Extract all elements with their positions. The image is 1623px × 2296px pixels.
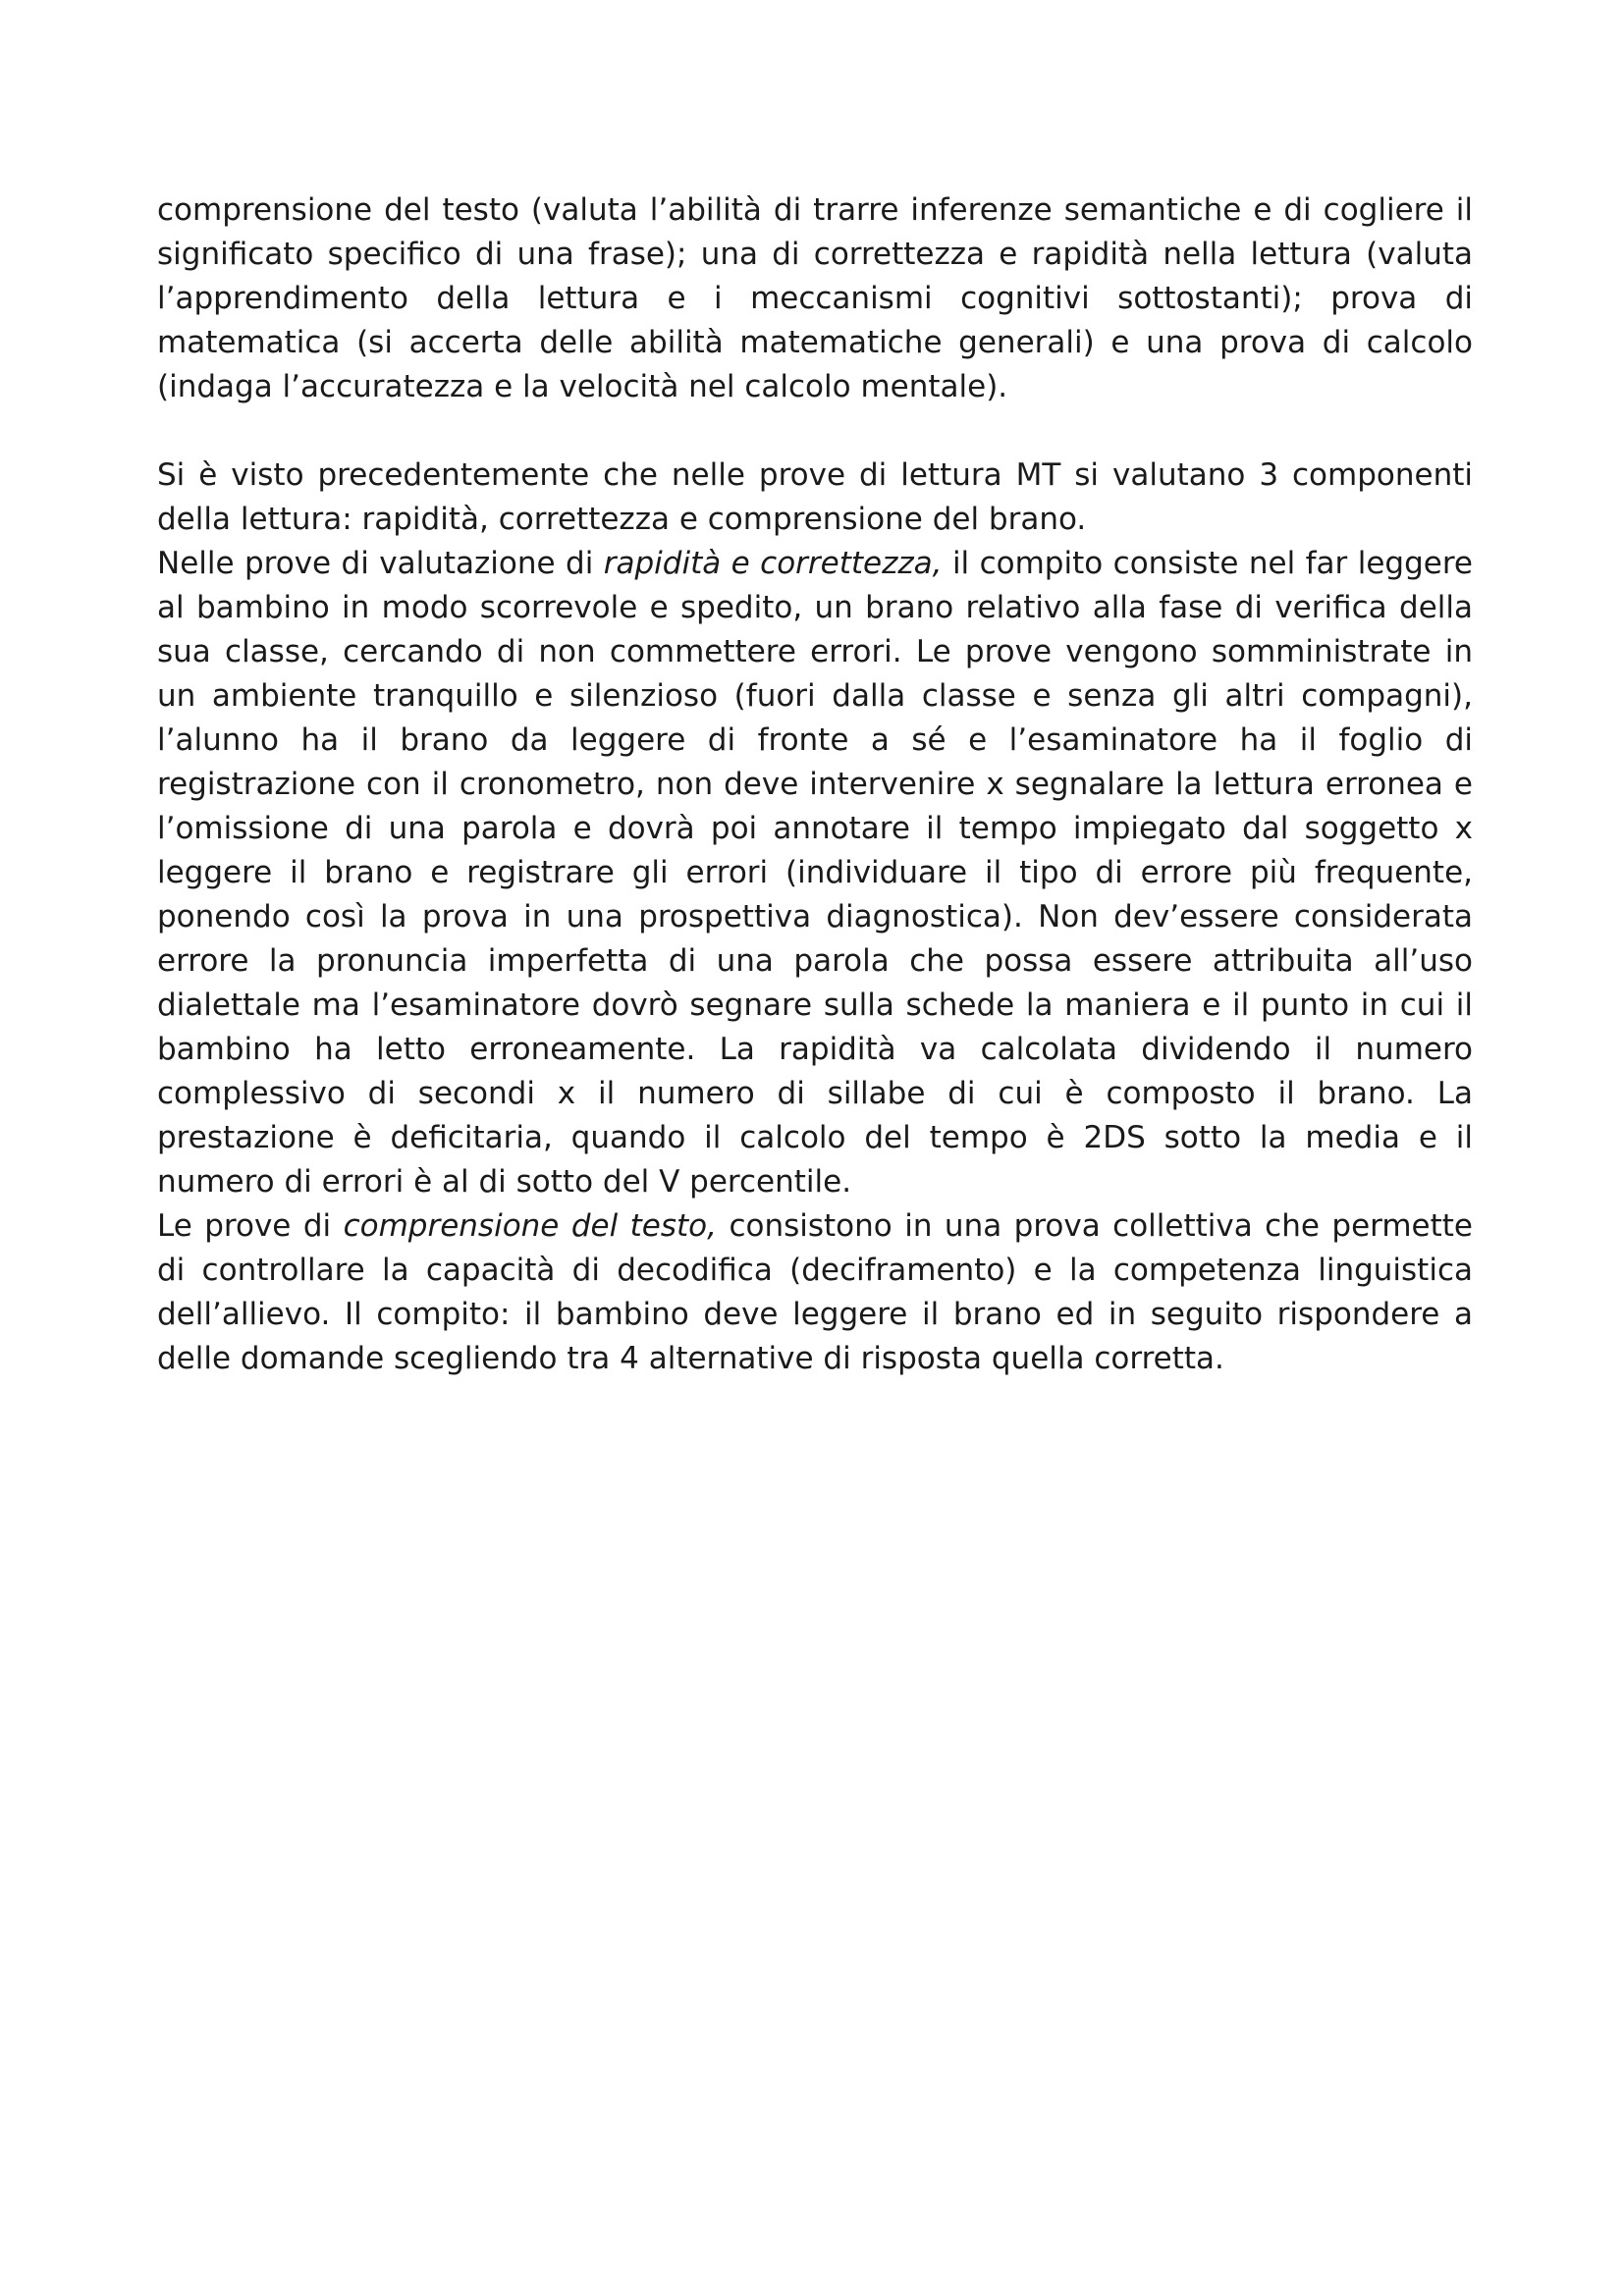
paragraph-4 xyxy=(157,1204,1473,1381)
body-text xyxy=(157,188,1473,1381)
paragraph-4-body: consistono in una prova collettiva che permette di controllare la capacità di decodifica (deciframento) e la competenza linguistica dell’allievo. Il compito: il bambino deve leggere il brano ed in seguito rispondere a delle domande scegliendo tra 4 alternative di risposta quella corretta. xyxy=(157,1208,1474,1376)
paragraph-1: comprensione del testo (valuta l’abilità di trarre inferenze semantiche e di cogliere il significato specifico di una frase); una di correttezza e rapidità nella lettura (valuta l’apprendimento della lettura e i meccanismi cognitivi sottostanti); prova di matematica (si accerta delle abilità matematiche generali) e una prova di calcolo (indaga l’accuratezza e la velocità nel calcolo mentale). xyxy=(157,192,1473,404)
paragraph-3-emphasis: rapidità e correttezza, xyxy=(603,546,943,581)
paragraph-4-lead: Le prove di xyxy=(157,1208,344,1244)
paragraph-3-lead: Nelle prove di valutazione di xyxy=(157,546,604,581)
paragraph-spacer xyxy=(157,409,1473,454)
paragraph-4-emphasis: comprensione del testo, xyxy=(343,1208,717,1244)
paragraph-3-body: il compito consiste nel far leggere al bambino in modo scorrevole e spedito, un brano relativo alla fase di verifica della sua classe, cercando di non commettere errori. Le prove vengono somministrate in un ambiente tranquillo e silenzioso (fuori dalla classe e senza gli altri compagni), l’alunno ha il brano da leggere di fronte a sé e l’esaminatore ha il foglio di registrazione con il cronometro, non deve intervenire x segnalare la lettura erronea e l’omissione di una parola e dovrà poi annotare il tempo impiegato dal soggetto x leggere il brano e registrare gli errori (individuare il tipo di errore più frequente, ponendo così la prova in una prospettiva diagnostica). Non dev’essere considerata errore la pronuncia imperfetta di una parola che possa essere attribuita all’uso dialettale ma l’esaminatore dovrò segnare sulla schede la maniera e il punto in cui il bambino ha letto erroneamente. La rapidità va calcolata dividendo il numero complessivo di secondi x il numero di sillabe di cui è composto il brano. La prestazione è deficitaria, quando il calcolo del tempo è 2DS sotto la media e il numero di errori è al di sotto del V percentile. xyxy=(157,546,1473,1200)
paragraph-2: Si è visto precedentemente che nelle prove di lettura MT si valutano 3 componenti della lettura: rapidità, correttezza e comprensione del brano. xyxy=(157,457,1473,537)
paragraph-3 xyxy=(157,542,1473,1204)
